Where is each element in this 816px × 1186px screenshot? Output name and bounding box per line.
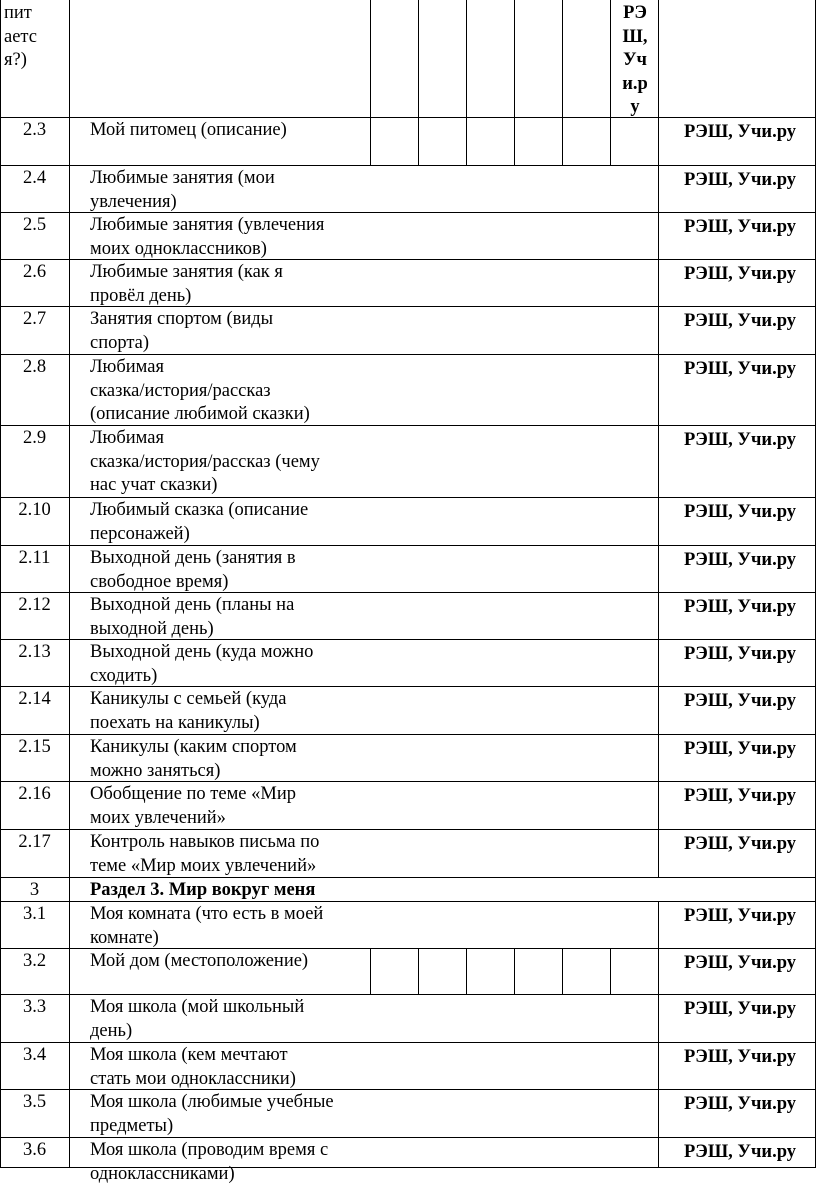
row-number: 2.8 bbox=[0, 356, 69, 380]
table-column-rule bbox=[418, 0, 419, 165]
row-number: 2.5 bbox=[0, 214, 69, 238]
row-topic bbox=[90, 1139, 328, 1186]
row-resource: РЭШ, Учи.ру bbox=[684, 549, 796, 573]
topic-line: выходной день) bbox=[90, 618, 294, 642]
table-column-rule bbox=[610, 948, 611, 994]
topic-line: провёл день) bbox=[90, 285, 283, 309]
row-topic bbox=[90, 688, 287, 735]
topic-line: Раздел 3. Мир вокруг меня bbox=[90, 879, 315, 903]
topic-line: Моя школа (кем мечтают bbox=[90, 1044, 296, 1068]
topic-line: Выходной день (куда можно bbox=[90, 641, 313, 665]
topic-line: Контроль навыков письма по bbox=[90, 831, 319, 855]
topic-line: Занятия спортом (виды bbox=[90, 308, 273, 332]
topic-line: день) bbox=[90, 1020, 304, 1044]
row-topic bbox=[90, 356, 310, 427]
row-resource: РЭШ, Учи.ру bbox=[684, 429, 796, 453]
row-resource: РЭШ, Учи.ру bbox=[684, 1093, 796, 1117]
row-topic bbox=[90, 903, 323, 950]
header-resource-line: Ш, bbox=[612, 26, 658, 50]
table-rule bbox=[0, 165, 815, 166]
row-topic bbox=[90, 783, 296, 830]
row-topic bbox=[90, 996, 304, 1043]
row-topic bbox=[90, 499, 308, 546]
topic-line: Моя комната (что есть в моей bbox=[90, 903, 323, 927]
topic-line: стать мои одноклассники) bbox=[90, 1068, 296, 1092]
row-number: 3.1 bbox=[0, 903, 69, 927]
row-topic bbox=[90, 879, 315, 903]
row-topic bbox=[90, 167, 275, 214]
header-left-line: пит bbox=[4, 2, 37, 26]
topic-line: нас учат сказки) bbox=[90, 474, 320, 498]
row-number: 3.2 bbox=[0, 950, 69, 974]
header-left-line: аетс bbox=[4, 26, 37, 50]
table-column-rule bbox=[466, 948, 467, 994]
topic-line: Любимые занятия (как я bbox=[90, 261, 283, 285]
row-topic bbox=[90, 261, 283, 308]
topic-line: сходить) bbox=[90, 665, 313, 689]
topic-line: увлечения) bbox=[90, 191, 275, 215]
topic-line: теме «Мир моих увлечений» bbox=[90, 855, 319, 879]
row-topic bbox=[90, 547, 296, 594]
row-number: 3.4 bbox=[0, 1044, 69, 1068]
row-resource: РЭШ, Учи.ру bbox=[684, 833, 796, 857]
row-number: 3.3 bbox=[0, 996, 69, 1020]
row-topic bbox=[90, 594, 294, 641]
table-column-rule bbox=[370, 0, 371, 165]
row-topic bbox=[90, 736, 297, 783]
topic-line: Мой питомец (описание) bbox=[90, 119, 287, 143]
topic-line: Каникулы с семьей (куда bbox=[90, 688, 287, 712]
row-number: 2.16 bbox=[0, 783, 69, 807]
row-resource: РЭШ, Учи.ру bbox=[684, 358, 796, 382]
topic-line: (описание любимой сказки) bbox=[90, 403, 310, 427]
row-resource: РЭШ, Учи.ру bbox=[684, 310, 796, 334]
row-resource: РЭШ, Учи.ру bbox=[684, 1046, 796, 1070]
topic-line: Любимые занятия (увлечения bbox=[90, 214, 324, 238]
row-resource: РЭШ, Учи.ру bbox=[684, 1141, 796, 1165]
table-column-rule bbox=[514, 0, 515, 165]
topic-line: Любимые занятия (мои bbox=[90, 167, 275, 191]
topic-line: моих увлечений» bbox=[90, 807, 296, 831]
row-topic bbox=[90, 831, 319, 878]
row-topic bbox=[90, 427, 320, 498]
topic-line: Моя школа (мой школьный bbox=[90, 996, 304, 1020]
row-topic bbox=[90, 308, 273, 355]
row-number: 2.10 bbox=[0, 499, 69, 523]
table-rule bbox=[0, 117, 815, 118]
row-number: 3.6 bbox=[0, 1139, 69, 1163]
table-column-rule bbox=[418, 948, 419, 994]
row-resource: РЭШ, Учи.ру bbox=[684, 263, 796, 287]
topic-line: свободное время) bbox=[90, 571, 296, 595]
row-topic bbox=[90, 119, 287, 143]
row-resource: РЭШ, Учи.ру bbox=[684, 690, 796, 714]
row-topic bbox=[90, 641, 313, 688]
row-number: 3.5 bbox=[0, 1091, 69, 1115]
row-number: 2.12 bbox=[0, 594, 69, 618]
row-number: 3 bbox=[0, 879, 69, 903]
topic-line: моих одноклассников) bbox=[90, 238, 324, 262]
row-topic bbox=[90, 214, 324, 261]
topic-line: Каникулы (каким спортом bbox=[90, 736, 297, 760]
row-resource: РЭШ, Учи.ру bbox=[684, 501, 796, 525]
row-number: 2.3 bbox=[0, 119, 69, 143]
row-topic bbox=[90, 1091, 334, 1138]
row-resource: РЭШ, Учи.ру bbox=[684, 785, 796, 809]
topic-line: спорта) bbox=[90, 332, 273, 356]
header-resource-fragment bbox=[612, 2, 658, 120]
row-resource: РЭШ, Учи.ру bbox=[684, 596, 796, 620]
row-number: 2.13 bbox=[0, 641, 69, 665]
topic-line: персонажей) bbox=[90, 523, 308, 547]
row-resource: РЭШ, Учи.ру bbox=[684, 998, 796, 1022]
row-topic bbox=[90, 1044, 296, 1091]
header-left-fragment bbox=[4, 2, 37, 73]
header-resource-line: РЭ bbox=[612, 2, 658, 26]
table-column-rule bbox=[466, 0, 467, 165]
row-resource: РЭШ, Учи.ру bbox=[684, 216, 796, 240]
row-number: 2.9 bbox=[0, 427, 69, 451]
row-resource: РЭШ, Учи.ру bbox=[684, 169, 796, 193]
row-number: 2.7 bbox=[0, 308, 69, 332]
header-left-line: я?) bbox=[4, 49, 37, 73]
topic-line: Выходной день (занятия в bbox=[90, 547, 296, 571]
topic-line: можно заняться) bbox=[90, 760, 297, 784]
topic-line: Любимая bbox=[90, 356, 310, 380]
topic-line: Мой дом (местоположение) bbox=[90, 950, 308, 974]
topic-line: сказка/история/рассказ bbox=[90, 380, 310, 404]
topic-line: Любимая bbox=[90, 427, 320, 451]
table-column-rule bbox=[562, 948, 563, 994]
topic-line: Выходной день (планы на bbox=[90, 594, 294, 618]
topic-line: Любимый сказка (описание bbox=[90, 499, 308, 523]
topic-line: одноклассниками) bbox=[90, 1163, 328, 1186]
header-resource-line: у bbox=[612, 96, 658, 120]
topic-line: Моя школа (проводим время с bbox=[90, 1139, 328, 1163]
row-resource: РЭШ, Учи.ру bbox=[684, 738, 796, 762]
topic-line: предметы) bbox=[90, 1115, 334, 1139]
table-column-rule bbox=[69, 0, 70, 1168]
row-resource: РЭШ, Учи.ру bbox=[684, 905, 796, 929]
table-column-rule bbox=[658, 0, 659, 877]
header-resource-line: Уч bbox=[612, 49, 658, 73]
table-column-rule bbox=[610, 0, 611, 165]
row-number: 2.15 bbox=[0, 736, 69, 760]
row-topic bbox=[90, 950, 308, 974]
topic-line: комнате) bbox=[90, 927, 323, 951]
row-number: 2.4 bbox=[0, 167, 69, 191]
table-rule bbox=[0, 994, 815, 995]
row-resource: РЭШ, Учи.ру bbox=[684, 121, 796, 145]
table-column-rule bbox=[562, 0, 563, 165]
row-number: 2.6 bbox=[0, 261, 69, 285]
topic-line: Моя школа (любимые учебные bbox=[90, 1091, 334, 1115]
table-column-rule bbox=[514, 948, 515, 994]
row-number: 2.11 bbox=[0, 547, 69, 571]
topic-line: сказка/история/рассказ (чему bbox=[90, 451, 320, 475]
topic-line: Обобщение по теме «Мир bbox=[90, 783, 296, 807]
row-number: 2.14 bbox=[0, 688, 69, 712]
row-number: 2.17 bbox=[0, 831, 69, 855]
table-column-rule bbox=[658, 901, 659, 1168]
topic-line: поехать на каникулы) bbox=[90, 712, 287, 736]
header-resource-line: и.р bbox=[612, 73, 658, 97]
row-resource: РЭШ, Учи.ру bbox=[684, 952, 796, 976]
table-column-rule bbox=[370, 948, 371, 994]
row-resource: РЭШ, Учи.ру bbox=[684, 643, 796, 667]
